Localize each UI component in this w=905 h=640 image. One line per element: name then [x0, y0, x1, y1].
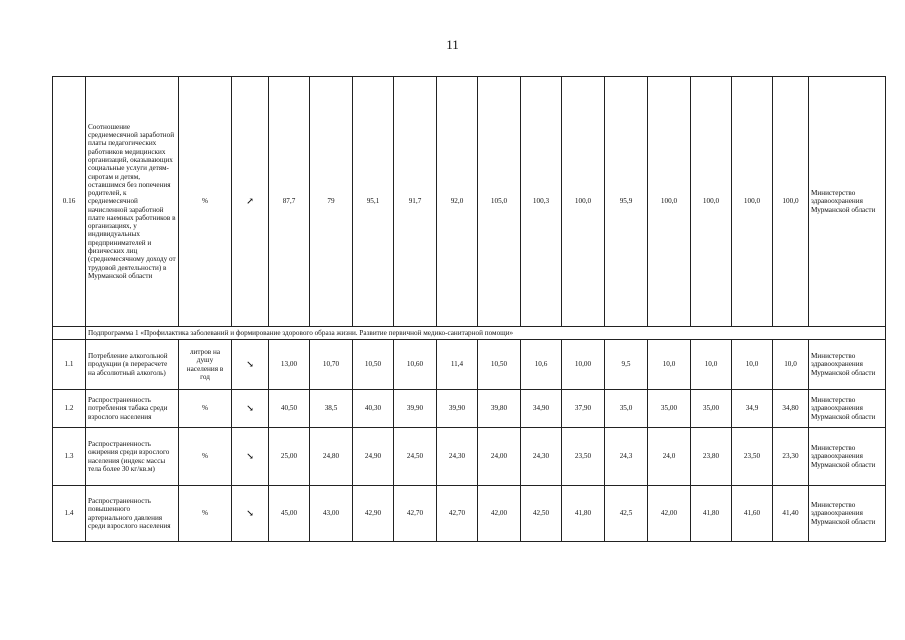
value-cell: 95,1 — [353, 77, 394, 327]
value-cell: 100,0 — [562, 77, 605, 327]
trend-arrow-icon: ↘ — [232, 340, 269, 390]
value-cell: 11,4 — [437, 340, 478, 390]
trend-arrow-icon: ↘ — [232, 428, 269, 486]
trend-arrow-icon: ↗ — [232, 77, 269, 327]
unit-cell: % — [179, 428, 232, 486]
value-cell: 25,00 — [269, 428, 310, 486]
value-cell: 23,30 — [773, 428, 809, 486]
responsible-cell: Министерство здравоохранения Мурманской области — [809, 428, 886, 486]
value-cell: 37,90 — [562, 390, 605, 428]
table-row — [53, 340, 886, 390]
value-cell: 87,7 — [269, 77, 310, 327]
value-cell: 41,40 — [773, 486, 809, 542]
value-cell: 43,00 — [310, 486, 353, 542]
value-cell: 100,0 — [732, 77, 773, 327]
value-cell: 23,50 — [732, 428, 773, 486]
value-cell: 23,50 — [562, 428, 605, 486]
value-cell: 40,30 — [353, 390, 394, 428]
value-cell: 24,90 — [353, 428, 394, 486]
table-row — [53, 428, 886, 486]
value-cell: 10,0 — [732, 340, 773, 390]
value-cell: 42,50 — [521, 486, 562, 542]
unit-cell: % — [179, 486, 232, 542]
page-number: 11 — [446, 37, 459, 52]
trend-arrow-icon: ↘ — [232, 390, 269, 428]
value-cell: 10,60 — [394, 340, 437, 390]
row-number: 0.16 — [53, 77, 86, 327]
value-cell: 42,70 — [394, 486, 437, 542]
value-cell: 39,90 — [394, 390, 437, 428]
responsible-cell: Министерство здравоохранения Мурманской области — [809, 390, 886, 428]
indicator-name: Соотношение среднемесячной заработной платы педагогических работников медицинских организаций, оказывающих социальные услуги детям-сиротам и детям, оставшимся без попечения родителей, к среднемесячной начисленной заработной плате наемных работников в организациях, у индивидуальных предпринимателей и физических лиц (среднемесячному доходу от трудовой деятельности) в Мурманской области — [86, 77, 179, 327]
table-row — [53, 486, 886, 542]
value-cell: 35,00 — [648, 390, 691, 428]
value-cell: 10,70 — [310, 340, 353, 390]
row-number: 1.4 — [53, 486, 86, 542]
value-cell: 10,0 — [773, 340, 809, 390]
subprogram-row — [53, 327, 886, 340]
responsible-cell: Министерство здравоохранения Мурманской области — [809, 486, 886, 542]
value-cell: 100,0 — [691, 77, 732, 327]
value-cell: 41,80 — [562, 486, 605, 542]
subprogram-title: Подпрограмма 1 «Профилактика заболеваний и формирование здорового образа жизни. Развитие первичной медико-санитарной помощи» — [86, 327, 886, 340]
value-cell: 45,00 — [269, 486, 310, 542]
value-cell: 34,90 — [521, 390, 562, 428]
indicator-name: Распространенность ожирения среди взрослого населения (индекс массы тела более 30 кг/кв.м) — [86, 428, 179, 486]
value-cell: 24,3 — [605, 428, 648, 486]
value-cell: 79 — [310, 77, 353, 327]
value-cell: 95,9 — [605, 77, 648, 327]
value-cell: 10,6 — [521, 340, 562, 390]
value-cell: 10,50 — [478, 340, 521, 390]
unit-cell: % — [179, 77, 232, 327]
value-cell: 41,60 — [732, 486, 773, 542]
value-cell: 34,80 — [773, 390, 809, 428]
value-cell: 40,50 — [269, 390, 310, 428]
value-cell: 42,90 — [353, 486, 394, 542]
value-cell: 42,00 — [648, 486, 691, 542]
value-cell: 35,0 — [605, 390, 648, 428]
value-cell: 34,9 — [732, 390, 773, 428]
table-row — [53, 77, 886, 327]
indicator-name: Распространенность повышенного артериального давления среди взрослого населения — [86, 486, 179, 542]
indicator-name: Распространенность потребления табака среди взрослого населения — [86, 390, 179, 428]
value-cell: 23,80 — [691, 428, 732, 486]
row-number: 1.1 — [53, 340, 86, 390]
value-cell: 10,50 — [353, 340, 394, 390]
value-cell: 42,00 — [478, 486, 521, 542]
value-cell: 9,5 — [605, 340, 648, 390]
table-row — [53, 390, 886, 428]
value-cell: 42,70 — [437, 486, 478, 542]
value-cell: 24,30 — [437, 428, 478, 486]
responsible-cell: Министерство здравоохранения Мурманской области — [809, 340, 886, 390]
value-cell: 38,5 — [310, 390, 353, 428]
trend-arrow-icon: ↘ — [232, 486, 269, 542]
value-cell: 100,3 — [521, 77, 562, 327]
value-cell: 35,00 — [691, 390, 732, 428]
value-cell: 24,0 — [648, 428, 691, 486]
value-cell: 13,00 — [269, 340, 310, 390]
empty-cell — [53, 327, 86, 340]
value-cell: 10,0 — [648, 340, 691, 390]
value-cell: 10,0 — [691, 340, 732, 390]
value-cell: 100,0 — [773, 77, 809, 327]
value-cell: 39,80 — [478, 390, 521, 428]
row-number: 1.2 — [53, 390, 86, 428]
value-cell: 91,7 — [394, 77, 437, 327]
value-cell: 24,30 — [521, 428, 562, 486]
row-number: 1.3 — [53, 428, 86, 486]
value-cell: 24,80 — [310, 428, 353, 486]
value-cell: 105,0 — [478, 77, 521, 327]
responsible-cell: Министерство здравоохранения Мурманской области — [809, 77, 886, 327]
value-cell: 39,90 — [437, 390, 478, 428]
value-cell: 10,00 — [562, 340, 605, 390]
indicator-name: Потребление алкогольной продукции (в перерасчете на абсолютный алкоголь) — [86, 340, 179, 390]
unit-cell: % — [179, 390, 232, 428]
value-cell: 24,50 — [394, 428, 437, 486]
value-cell: 41,80 — [691, 486, 732, 542]
value-cell: 42,5 — [605, 486, 648, 542]
value-cell: 100,0 — [648, 77, 691, 327]
value-cell: 92,0 — [437, 77, 478, 327]
unit-cell: литров на душу населения в год — [179, 340, 232, 390]
value-cell: 24,00 — [478, 428, 521, 486]
indicators-table — [52, 76, 886, 542]
